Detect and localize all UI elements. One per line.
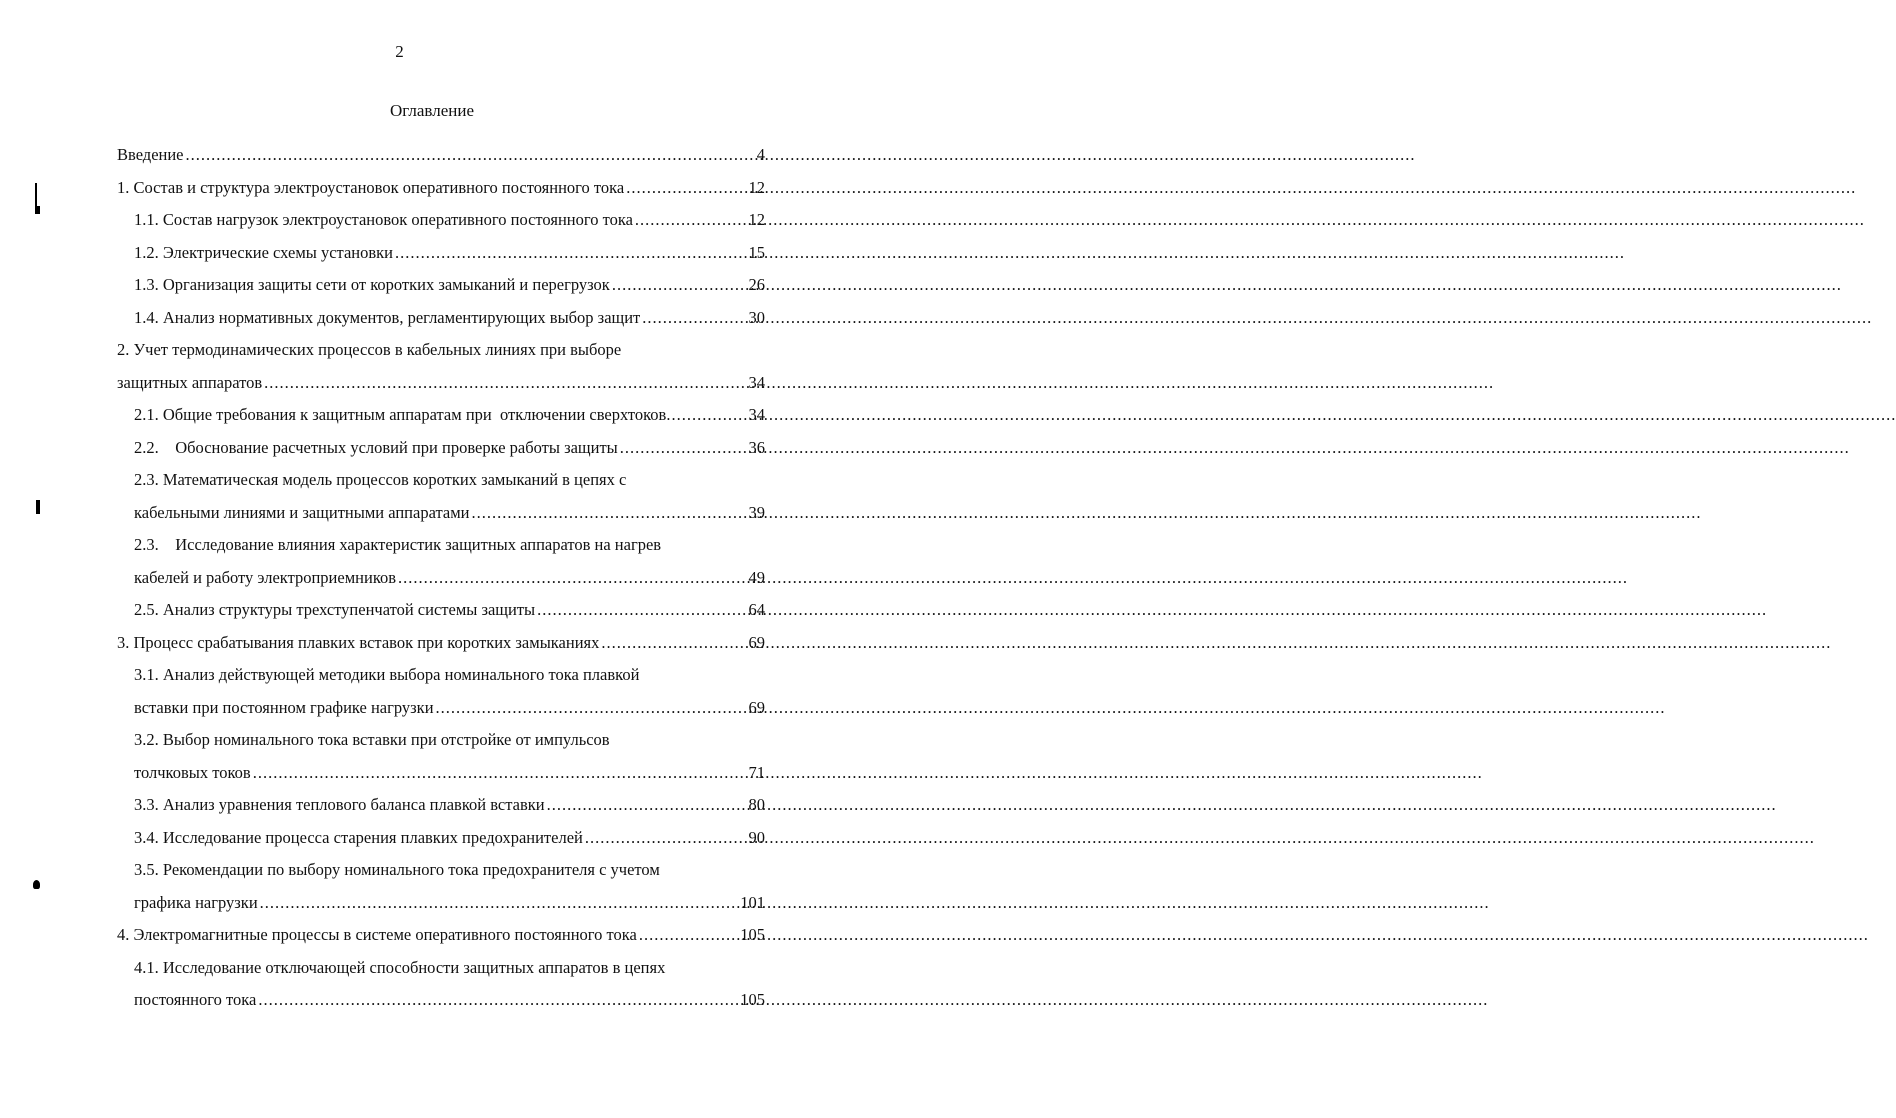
toc-entry-title: 2.2. Обоснование расчетных условий при проверке работы защиты: [134, 437, 618, 457]
leader-dots: [395, 237, 746, 270]
toc-entry-title: кабелей и работу электроприемников: [134, 567, 397, 587]
leader-dots: [585, 822, 746, 855]
toc-entry-page: 12: [748, 177, 765, 197]
toc-entry-first-line[interactable]: [117, 529, 765, 562]
toc-entry-page: 105: [740, 925, 765, 944]
leader-dots: [186, 139, 754, 172]
leader-dots: [398, 562, 745, 595]
toc-entry[interactable]: [117, 919, 765, 952]
toc-entry-continuation[interactable]: [117, 692, 765, 725]
leader-dots: [666, 399, 748, 432]
leader-dots: [537, 594, 745, 627]
leader-dots: [260, 887, 738, 920]
toc-entry-continuation[interactable]: [117, 562, 765, 595]
leader-dots: [639, 919, 737, 952]
toc-entry-page: 4: [756, 145, 765, 164]
toc-entry[interactable]: [117, 822, 765, 855]
toc-entry-title: 3.4. Исследование процесса старения плавких предохранителей: [134, 827, 583, 847]
leader-dots: [635, 204, 746, 237]
toc-entry-title: постоянного тока: [134, 990, 257, 1009]
toc-entry-continuation[interactable]: [117, 497, 765, 530]
toc-entry-page: 39: [748, 502, 765, 522]
toc-entry[interactable]: [117, 269, 765, 302]
toc-entry-page: 101: [740, 892, 765, 912]
toc-entry-page: 69: [748, 697, 765, 717]
toc-entry[interactable]: [117, 627, 765, 660]
toc-entry[interactable]: [117, 172, 765, 205]
toc-entry-title: 2. Учет термодинамических процессов в кабельных линиях при выборе: [117, 340, 622, 359]
toc-entry-page: 80: [748, 795, 765, 814]
table-of-contents: [117, 139, 765, 1017]
toc-title: Оглавление: [390, 101, 474, 120]
toc-entry-page: 34: [748, 372, 765, 392]
toc-entry-title: 3. Процесс срабатывания плавких вставок при коротких замыканиях: [117, 632, 600, 652]
toc-entry-title: 2.1. Общие требования к защитным аппаратам при отключении сверхтоков: [134, 405, 667, 424]
leader-dots: [264, 367, 745, 400]
toc-entry-page: 90: [748, 827, 765, 847]
scan-mark: [36, 500, 40, 514]
toc-entry-first-line[interactable]: [117, 334, 765, 367]
toc-entry-title: 2.3. Исследование влияния характеристик защитных аппаратов на нагрев: [134, 535, 662, 554]
scan-mark: [35, 206, 40, 214]
toc-entry-first-line[interactable]: [117, 464, 765, 497]
leader-dots: [620, 432, 746, 465]
leader-dots: [642, 302, 745, 335]
leader-dots: [601, 627, 745, 660]
toc-entry-page: 105: [740, 990, 765, 1009]
leader-dots: [612, 269, 746, 302]
leader-dots: [436, 692, 746, 725]
toc-entry-page: 69: [748, 632, 765, 652]
toc-entry-title: 3.5. Рекомендации по выбору номинального тока предохранителя с учетом: [134, 860, 660, 879]
toc-entry-page: 34: [748, 405, 765, 424]
toc-entry[interactable]: [117, 399, 765, 432]
toc-entry-title: 1.1. Состав нагрузок электроустановок оперативного постоянного тока: [134, 210, 633, 229]
toc-entry-page: 64: [748, 600, 765, 619]
toc-entry-title: 3.2. Выбор номинального тока вставки при отстройке от импульсов: [134, 730, 610, 749]
leader-dots: [471, 497, 745, 530]
toc-entry-title: вставки при постоянном графике нагрузки: [134, 697, 434, 717]
leader-dots: [547, 789, 746, 822]
toc-entry-title: защитных аппаратов: [117, 372, 263, 392]
toc-entry-page: 26: [748, 275, 765, 294]
toc-entry[interactable]: [117, 139, 765, 172]
toc-entry-page: 49: [748, 567, 765, 587]
toc-entry-continuation[interactable]: [117, 367, 765, 400]
toc-entry-first-line[interactable]: [117, 724, 765, 757]
toc-entry-title: 1.3. Организация защиты сети от коротких замыканий и перегрузок: [134, 275, 610, 294]
toc-entry-title: 3.1. Анализ действующей методики выбора номинального тока плавкой: [134, 665, 640, 684]
toc-entry-first-line[interactable]: [117, 659, 765, 692]
toc-entry-title: толчковых токов: [134, 762, 251, 782]
toc-entry-first-line[interactable]: [117, 952, 765, 985]
toc-entry-first-line[interactable]: [117, 854, 765, 887]
leader-dots: [626, 172, 745, 205]
toc-entry-title: 4.1. Исследование отключающей способности защитных аппаратов в цепях: [134, 957, 666, 977]
toc-entry-continuation[interactable]: [117, 984, 765, 1017]
page-number: 2: [395, 42, 404, 61]
toc-entry-page: 12: [748, 210, 765, 229]
toc-entry-page: 30: [748, 307, 765, 327]
toc-entry[interactable]: [117, 789, 765, 822]
toc-entry-title: 2.5. Анализ структуры трехступенчатой системы защиты: [134, 600, 536, 619]
toc-entry[interactable]: [117, 204, 765, 237]
scan-mark: [33, 880, 40, 889]
toc-entry-title: 3.3. Анализ уравнения теплового баланса плавкой вставки: [134, 795, 545, 814]
toc-entry-page: 36: [748, 437, 765, 457]
leader-dots: [253, 757, 746, 790]
toc-entry[interactable]: [117, 432, 765, 465]
toc-entry-title: кабельными линиями и защитными аппаратами: [134, 502, 470, 522]
toc-entry-title: 4. Электромагнитные процессы в системе оперативного постоянного тока: [117, 925, 637, 944]
leader-dots: [258, 984, 737, 1017]
toc-entry-title: Введение: [117, 145, 184, 164]
toc-entry-title: графика нагрузки: [134, 892, 258, 912]
toc-entry-continuation[interactable]: [117, 757, 765, 790]
toc-entry-title: 2.3. Математическая модель процессов коротких замыканий в цепях с: [134, 470, 627, 489]
toc-entry-title: 1.2. Электрические схемы установки: [134, 242, 393, 262]
toc-entry-title: 1. Состав и структура электроустановок оперативного постоянного тока: [117, 177, 625, 197]
toc-entry-title: 1.4. Анализ нормативных документов, регламентирующих выбор защит: [134, 307, 641, 327]
toc-entry[interactable]: [117, 237, 765, 270]
toc-entry[interactable]: [117, 302, 765, 335]
toc-entry-page: 71: [748, 762, 765, 782]
toc-entry[interactable]: [117, 594, 765, 627]
toc-entry-page: 15: [748, 242, 765, 262]
toc-entry-continuation[interactable]: [117, 887, 765, 920]
